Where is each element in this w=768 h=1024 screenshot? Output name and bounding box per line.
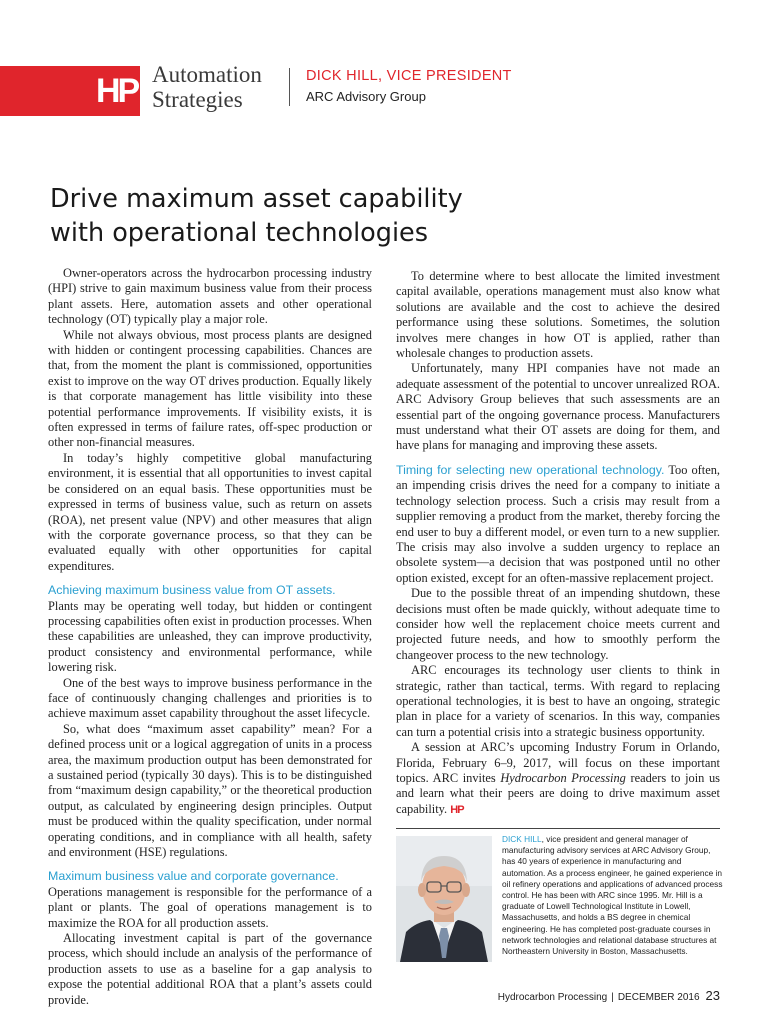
paragraph: Owner-operators across the hydrocarbon processing industry (HPI) strive to gain maximum business value from their process plant assets. Here, automation assets and other operational technology (OT) typically play a major role. xyxy=(48,266,372,327)
article-headline xyxy=(50,182,730,250)
hp-logo: HP xyxy=(96,72,138,110)
body-column-left xyxy=(48,266,372,1008)
author-byline: DICK HILL, VICE PRESIDENT xyxy=(306,68,512,84)
bio-author-name: DICK HILL xyxy=(502,834,542,844)
series-title-line2: Strategies xyxy=(152,87,243,112)
author-portrait-image xyxy=(396,836,492,962)
paragraph: In today’s highly competitive global manufacturing environment, it is essential that all opportunities to invest capital be considered on an equal basis. These opportunities must be expressed in terms of business value, such as return on assets (ROA), net present value (NPV) and other measures that align with the corporate governance process, so that they can be evaluated equally with other opportunities for capital expenditures. xyxy=(48,450,372,573)
bio-text: , vice president and general manager of manufacturing advisory services at ARC Advisory Group, has 40 years of experience in manufacturing and automation. As a process engineer, he gained experience in oil refinery operations and applications of advanced process control. He has been with ARC since 1995. Mr. Hill is a graduate of Lowell Technological Institute in Lowell, Massachusetts, and holds a BS degree in chemical engineering. He has completed post-graduate courses in network technologies and relational database structures at Northeastern University in Boston, Massachusetts. xyxy=(502,834,723,957)
publication-name: Hydrocarbon Processing xyxy=(500,771,626,785)
footer-separator: | xyxy=(611,992,614,1003)
paragraph: To determine where to best allocate the limited investment capital available, operations management must also know what solutions are available and the cost to achieve the desired performance using these solutions. Sometimes, the solution involves mere changes in how OT is applied, rather than wholesale changes to production assets. xyxy=(396,269,720,361)
paragraph: While not always obvious, most process plants are designed with hidden or contingent processing capabilities. Chances are that, from the moment the plant is commissioned, opportunities exist to improve on the way OT drives production. Equally likely is that corporate management has little visibility into these potential performance improvements. If visibility exists, it is often expressed in terms of failure rates, off-spec production or other non-financial measures. xyxy=(48,327,372,450)
footer-publication: Hydrocarbon Processing xyxy=(497,992,608,1003)
paragraph: Allocating investment capital is part of the governance process, which should include an analysis of the performance of production assets to use as a baseline for a gap analysis to expose the potential additional ROA that a plant’s assets could provide. xyxy=(48,931,372,1007)
paragraph: A session at ARC’s upcoming Industry Forum in Orlando, Florida, February 6–9, 2017, will focus on these important topics. ARC invites Hydrocarbon Processing readers to join us and learn what their peers are doing to drive maximum asset capability. HP xyxy=(396,740,720,816)
author-bio xyxy=(502,834,724,957)
body-column-right xyxy=(396,269,720,818)
header-divider xyxy=(289,68,290,106)
paragraph: ARC encourages its technology user clients to think in strategic, rather than tactical, terms. With regard to replacing operational technologies, it is best to have an ongoing, strategic plan in place for a variety of scenarios. In this way, companies can turn a potential crisis into a strategic business opportunity. xyxy=(396,663,720,739)
paragraph: Plants may be operating well today, but hidden or contingent processing capabilities often exist in production processes. When these capabilities are unleashed, they can improve productivity, product consistency and environmental performance, while lowering risk. xyxy=(48,598,372,675)
section-lead-in: Timing for selecting new operational technology. xyxy=(396,462,665,477)
series-title-line1: Automation xyxy=(152,62,262,87)
section-subhead: Maximum business value and corporate governance. xyxy=(48,869,339,884)
headline-line1: Drive maximum asset capability xyxy=(50,184,463,214)
end-mark-logo: HP xyxy=(450,803,464,816)
paragraph: Unfortunately, many HPI companies have not made an adequate assessment of the potential to uncover unrealized ROA. ARC Advisory Group believes that such assessments are an essential part of the ongoing governance process. Manufacturers must understand what their OT assets are doing for them, and have plans for managing and improving these assets. xyxy=(396,361,720,453)
footer-date: DECEMBER 2016 xyxy=(617,992,700,1003)
page-number: 23 xyxy=(705,988,720,1003)
headline-line2: with operational technologies xyxy=(50,218,429,248)
section-subhead: Achieving maximum business value from OT assets. xyxy=(48,583,336,598)
paragraph: So, what does “maximum asset capability” mean? For a defined process unit or a logical aggregation of units in a process area, the maximum production output has been demonstrated for a sustained period (typically 30 days). This is to be distinguished from “maximum design capability,” or the theoretical production output, as calculated by engineering design principles. Output must be produced within the quality specification, under normal operating conditions, and in compliance with all health, safety and environment (HSE) regulations. xyxy=(48,721,372,860)
author-organization: ARC Advisory Group xyxy=(306,89,426,104)
paragraph: Due to the possible threat of an impending shutdown, these decisions must often be made quickly, without adequate time to consider how well the replacement choice meets current and projected future needs, and how to smoothly perform the changeover process to the new technology. xyxy=(396,586,720,662)
page-footer xyxy=(498,988,720,1003)
column-series-title xyxy=(152,62,262,112)
paragraph: Operations management is responsible for the performance of a plant or plants. The goal of operations management is to maximize the ROA for all production assets. xyxy=(48,884,372,930)
paragraph-with-lead-in: Timing for selecting new operational technology. Too often, an impending crisis drives the need for a company to initiate a technology selection process. Such a crisis may result from a supplier removing a product from the market, thereby forcing the end user to buy a different model, or even turn to a new supplier. The crisis may also involve a sudden urgency to replace an obsolete system—a decision that was postponed until no other option existed, except for an often-massive replacement project. xyxy=(396,462,721,585)
paragraph: One of the best ways to improve business performance in the face of continuously changing challenges and priorities is to achieve maximum asset capability throughout the asset lifecycle. xyxy=(48,675,372,721)
bio-divider xyxy=(396,828,720,829)
author-photo xyxy=(396,836,492,962)
